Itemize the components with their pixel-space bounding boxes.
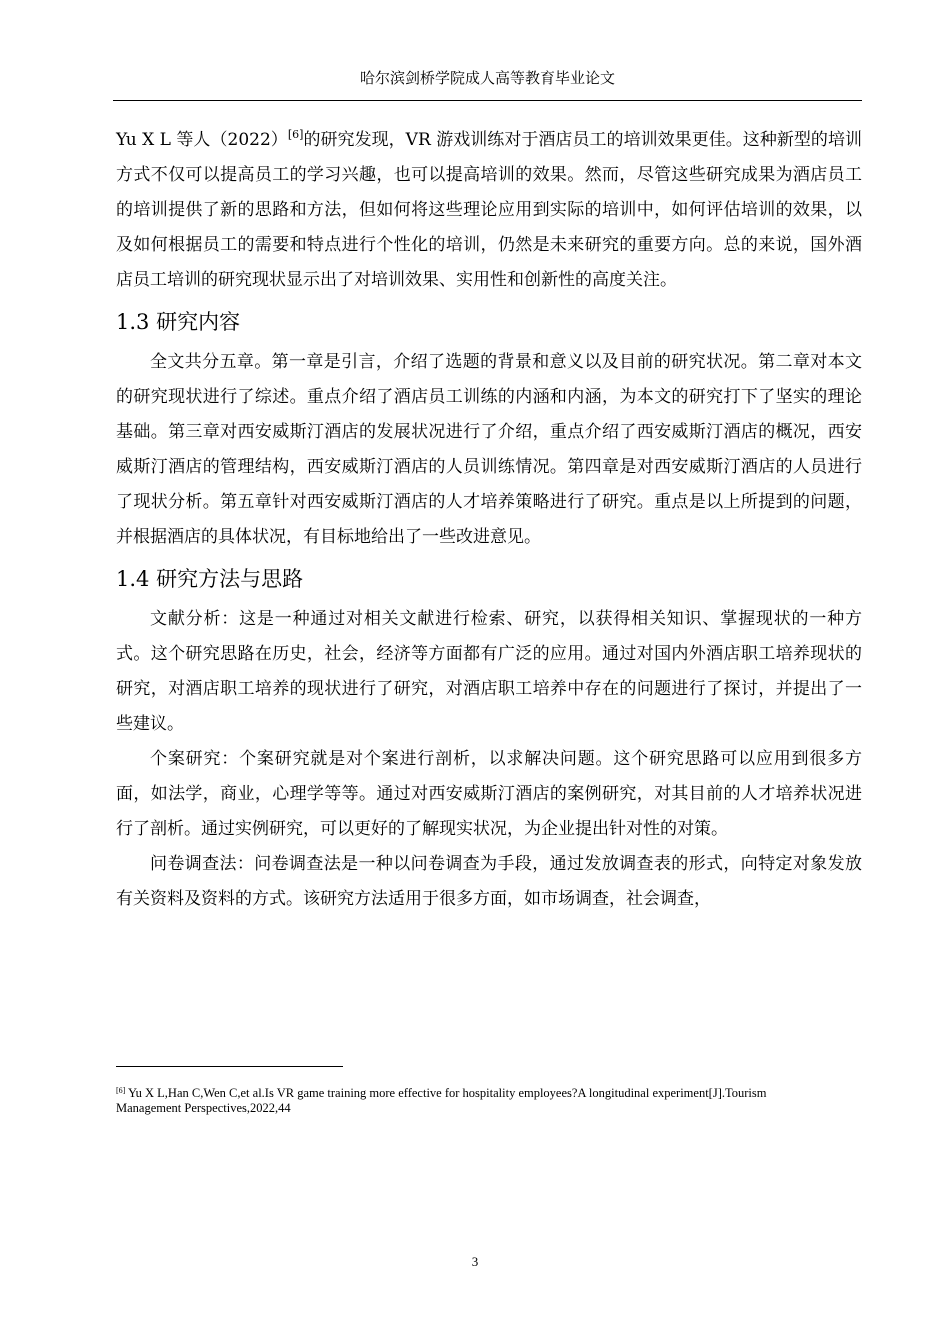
section-heading-1-3: 1.3 研究内容 (116, 310, 241, 334)
running-header: 哈尔滨剑桥学院成人高等教育毕业论文 (359, 69, 615, 87)
header-rule (113, 100, 862, 101)
page-number: 3 (471, 1254, 479, 1269)
body-text (116, 123, 862, 917)
footnote-mark: [6] (116, 1086, 126, 1095)
footnote-separator (116, 1066, 343, 1067)
method-paragraph-literature: 文献分析：这是一种通过对相关文献进行检索、研究，以获得相关知识、掌握现状的一种方式。这个研究思路在历史，社会，经济等方面都有广泛的应用。通过对国内外酒店职工培养现状的研究，对酒店职工培养的现状进行了研究，对酒店职工培养中存在的问题进行了探讨，并提出了一些建议。 (116, 609, 862, 734)
footnote-text: Yu X L,Han C,Wen C,et al.Is VR game training more effective for hospitality employees?A longitudinal experiment[J].Tourism Management Perspectives,2022,44 (116, 1086, 767, 1115)
method-paragraph-questionnaire: 问卷调查法：问卷调查法是一种以问卷调查为手段，通过发放调查表的形式，向特定对象发放有关资料及资料的方式。该研究方法适用于很多方面，如市场调查，社会调查， (116, 854, 862, 909)
method-paragraph-case-study: 个案研究：个案研究就是对个案进行剖析，以求解决问题。这个研究思路可以应用到很多方面，如法学，商业，心理学等等。通过对西安威斯汀酒店的案例研究，对其目前的人才培养状况进行了剖析。通过实例研究，可以更好的了解现实状况，为企业提出针对性的对策。 (116, 749, 862, 839)
section-heading-1-4: 1.4 研究方法与思路 (116, 567, 304, 591)
intro-text: 的研究发现，VR 游戏训练对于酒店员工的培训效果更佳。这种新型的培训方式不仅可以提高员工的学习兴趣，也可以提高培训的效果。然而，尽管这些研究成果为酒店员工的培训提供了新的思路和方法，但如何将这些理论应用到实际的培训中，如何评估培训的效果，以及如何根据员工的需要和特点进行个性化的培训，仍然是未来研究的重要方向。总的来说，国外酒店员工培训的研究现状显示出了对培训效果、实用性和创新性的高度关注。 (116, 130, 863, 290)
section-1-3-paragraph: 全文共分五章。第一章是引言，介绍了选题的背景和意义以及目前的研究状况。第二章对本文的研究现状进行了综述。重点介绍了酒店员工训练的内涵和内涵，为本文的研究打下了坚实的理论基础。第三章对西安威斯汀酒店的发展状况进行了介绍，重点介绍了西安威斯汀酒店的概况，西安威斯汀酒店的管理结构，西安威斯汀酒店的人员训练情况。第四章是对西安威斯汀酒店的人员进行了现状分析。第五章针对西安威斯汀酒店的人才培养策略进行了研究。重点是以上所提到的问题，并根据酒店的具体状况，有目标地给出了一些改进意见。 (116, 352, 862, 547)
intro-lead: Yu X L 等人（2022） (116, 130, 288, 150)
footnote (116, 1086, 796, 1116)
intro-paragraph (116, 123, 862, 298)
citation-mark: [6] (287, 128, 304, 141)
